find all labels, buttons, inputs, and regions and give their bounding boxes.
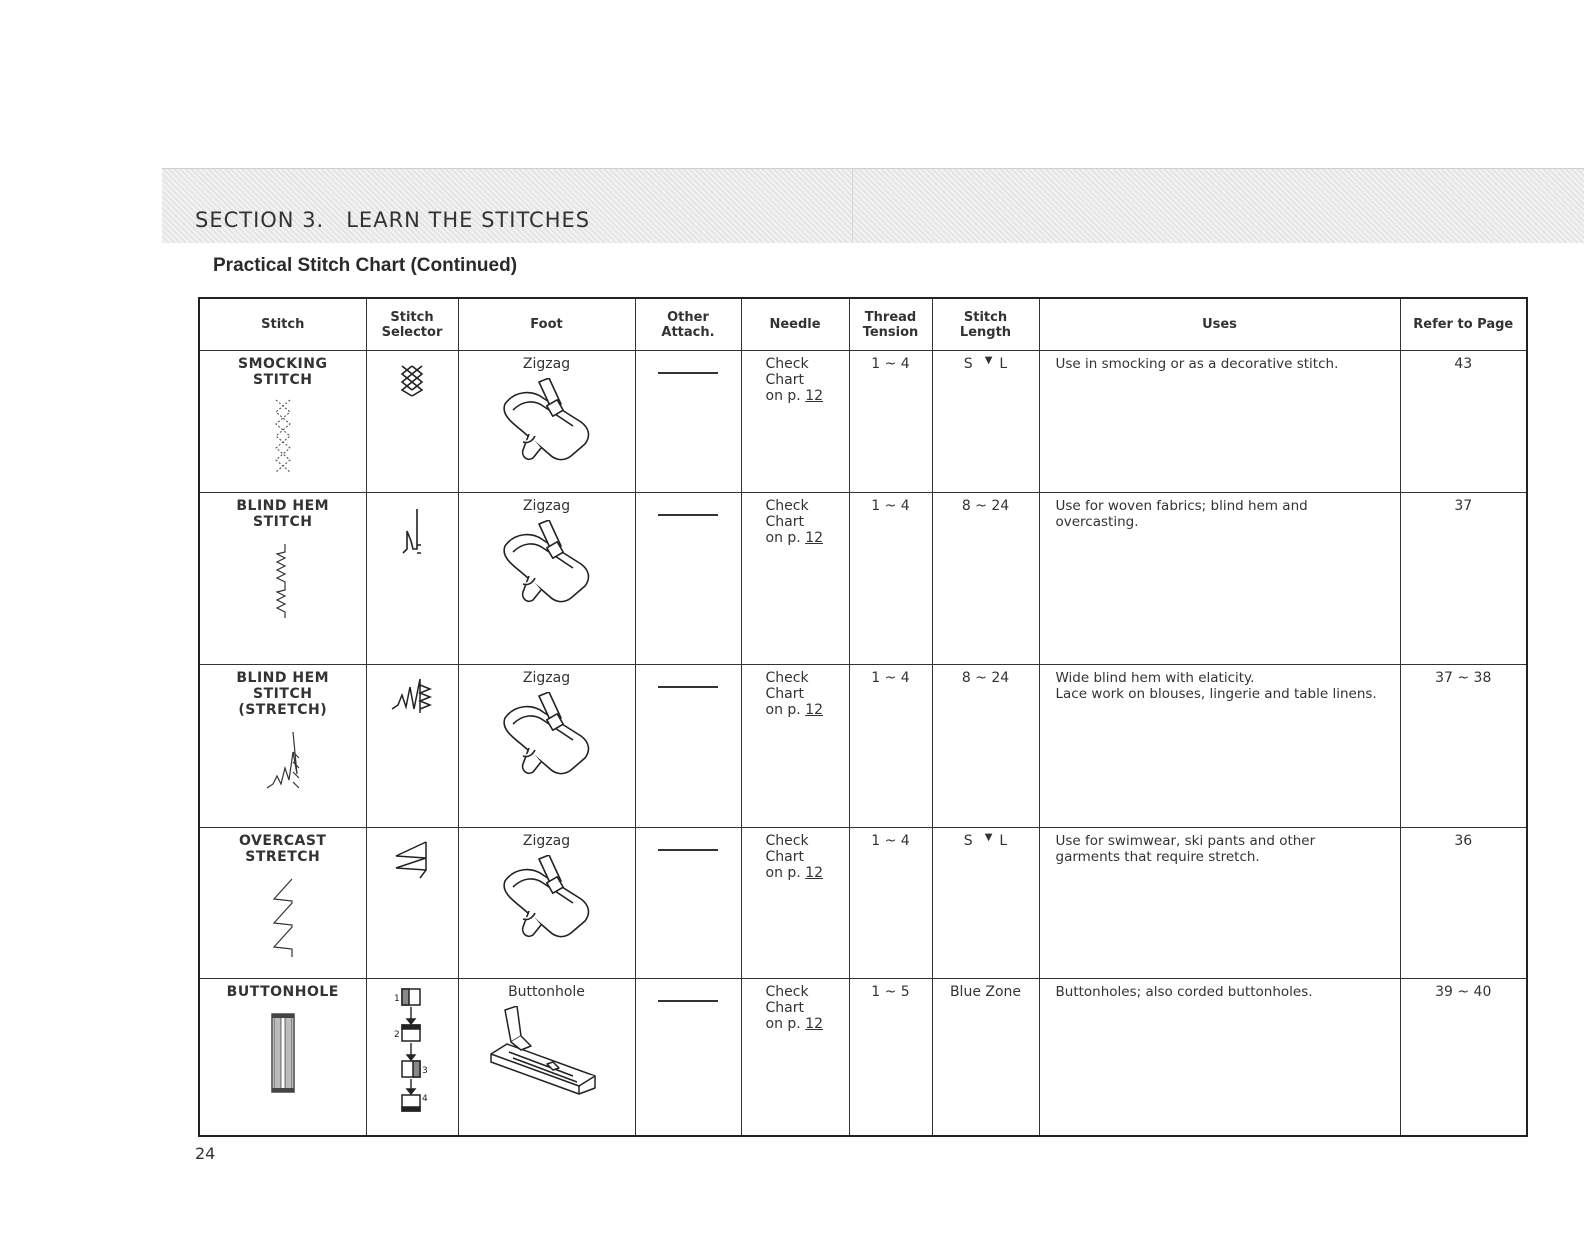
- table-row: [199, 665, 1527, 828]
- tension-value: 1 ~ 4: [871, 356, 910, 372]
- stitch-cell: [199, 828, 366, 979]
- needle-info: Check Chart on p. 12: [765, 670, 824, 718]
- needle-cell: [741, 493, 849, 665]
- tension-cell: [849, 828, 932, 979]
- blind-hem-sample-icon: [271, 540, 295, 620]
- selector-cell: [366, 828, 458, 979]
- length-marker-icon: ▼: [984, 355, 993, 366]
- uses-cell: [1039, 351, 1400, 493]
- none-dash: [658, 372, 718, 374]
- stitch-cell: [199, 493, 366, 665]
- length-value: 8 ~ 24: [961, 670, 1010, 686]
- col-header-foot: Foot: [458, 298, 635, 351]
- uses-cell: [1039, 979, 1400, 1136]
- step-2-label: 2: [394, 1030, 400, 1040]
- col-header-refer: Refer to Page: [1400, 298, 1527, 351]
- buttonhole-foot-icon: [487, 1006, 607, 1096]
- tension-cell: [849, 351, 932, 493]
- zigzag-foot-icon: [499, 378, 595, 466]
- needle-info: Check Chart on p. 12: [765, 833, 824, 881]
- buttonhole-selector-icon: [390, 987, 434, 1117]
- uses-text: Use for woven fabrics; blind hem and overcasting.: [1055, 498, 1308, 530]
- uses-text: Wide blind hem with elaticity. Lace work on blouses, lingerie and table linens.: [1055, 670, 1377, 702]
- length-cell: [932, 979, 1039, 1136]
- length-marker-icon: ▼: [984, 832, 993, 843]
- needle-info: Check Chart on p. 12: [765, 984, 824, 1032]
- stitch-name: BUTTONHOLE: [226, 984, 339, 1000]
- length-symbol: S ▼ L: [963, 832, 1008, 849]
- blind-hem-selector-icon: [399, 505, 425, 559]
- refer-cell: [1400, 493, 1527, 665]
- section-name: LEARN THE STITCHES: [346, 208, 591, 232]
- foot-label: Zigzag: [522, 833, 571, 849]
- refer-cell: [1400, 828, 1527, 979]
- stitch-name: BLIND HEM STITCH (STRETCH): [236, 670, 330, 718]
- length-symbol: S ▼ L: [963, 355, 1008, 372]
- stitch-name: OVERCAST STRETCH: [239, 833, 327, 865]
- col-header-other: Other Attach.: [635, 298, 741, 351]
- needle-info: Check Chart on p. 12: [765, 356, 824, 404]
- uses-cell: [1039, 828, 1400, 979]
- col-header-uses: Uses: [1039, 298, 1400, 351]
- other-attach-cell: [635, 493, 741, 665]
- selector-cell: [366, 493, 458, 665]
- needle-cell: [741, 665, 849, 828]
- step-1-label: 1: [394, 994, 400, 1004]
- section-number: SECTION 3.: [195, 208, 325, 232]
- refer-cell: [1400, 979, 1527, 1136]
- refer-page: 39 ~ 40: [1435, 984, 1492, 1000]
- foot-label: Zigzag: [522, 356, 571, 372]
- uses-text: Use for swimwear, ski pants and other garments that require stretch.: [1055, 833, 1316, 865]
- foot-label: Zigzag: [522, 670, 571, 686]
- tension-value: 1 ~ 4: [871, 670, 910, 686]
- refer-cell: [1400, 665, 1527, 828]
- foot-cell: [458, 979, 635, 1136]
- other-attach-cell: [635, 979, 741, 1136]
- blind-hem-stretch-sample-icon: [263, 728, 303, 792]
- zigzag-foot-icon: [499, 692, 595, 780]
- foot-label: Zigzag: [522, 498, 571, 514]
- table-row: [199, 979, 1527, 1136]
- zigzag-foot-icon: [499, 855, 595, 943]
- stitch-name: SMOCKING STITCH: [238, 356, 328, 388]
- table-row: [199, 828, 1527, 979]
- stitch-chart-table: [198, 297, 1528, 1137]
- stitch-cell: [199, 665, 366, 828]
- smocking-selector-icon: [397, 363, 427, 397]
- needle-page-link: 12: [805, 388, 824, 404]
- refer-cell: [1400, 351, 1527, 493]
- table-header-row: [199, 298, 1527, 351]
- needle-page-link: 12: [805, 865, 824, 881]
- buttonhole-sample-icon: [268, 1010, 298, 1096]
- table-row: [199, 493, 1527, 665]
- foot-cell: [458, 828, 635, 979]
- none-dash: [658, 849, 718, 851]
- selector-cell: [366, 979, 458, 1136]
- foot-label: Buttonhole: [508, 984, 585, 1000]
- col-header-needle: Needle: [741, 298, 849, 351]
- col-header-selector: Stitch Selector: [366, 298, 458, 351]
- refer-page: 36: [1454, 833, 1473, 849]
- stitch-name: BLIND HEM STITCH: [236, 498, 330, 530]
- stitch-cell: [199, 351, 366, 493]
- length-cell: [932, 828, 1039, 979]
- selector-cell: [366, 665, 458, 828]
- uses-text: Use in smocking or as a decorative stitch.: [1055, 356, 1339, 372]
- length-cell: [932, 665, 1039, 828]
- smocking-sample-icon: [268, 398, 298, 476]
- selector-cell: [366, 351, 458, 493]
- stitch-cell: [199, 979, 366, 1136]
- zigzag-foot-icon: [499, 520, 595, 608]
- other-attach-cell: [635, 828, 741, 979]
- step-3-label: 3: [422, 1066, 428, 1076]
- none-dash: [658, 686, 718, 688]
- length-value: 8 ~ 24: [961, 498, 1010, 514]
- needle-page-link: 12: [805, 1016, 824, 1032]
- foot-cell: [458, 351, 635, 493]
- uses-cell: [1039, 665, 1400, 828]
- foot-cell: [458, 493, 635, 665]
- length-cell: [932, 493, 1039, 665]
- chart-subtitle: Practical Stitch Chart (Continued): [213, 255, 518, 276]
- page-number: 24: [195, 1144, 216, 1163]
- tension-value: 1 ~ 4: [871, 498, 910, 514]
- other-attach-cell: [635, 665, 741, 828]
- tension-value: 1 ~ 4: [871, 833, 910, 849]
- uses-cell: [1039, 493, 1400, 665]
- blind-hem-stretch-selector-icon: [390, 677, 434, 717]
- needle-cell: [741, 979, 849, 1136]
- needle-info: Check Chart on p. 12: [765, 498, 824, 546]
- step-4-label: 4: [422, 1094, 428, 1104]
- tension-cell: [849, 665, 932, 828]
- none-dash: [658, 1000, 718, 1002]
- none-dash: [658, 514, 718, 516]
- tension-value: 1 ~ 5: [871, 984, 910, 1000]
- table-row: [199, 351, 1527, 493]
- other-attach-cell: [635, 351, 741, 493]
- refer-page: 37 ~ 38: [1435, 670, 1492, 686]
- tension-cell: [849, 493, 932, 665]
- needle-page-link: 12: [805, 702, 824, 718]
- length-value: Blue Zone: [949, 984, 1022, 1000]
- needle-page-link: 12: [805, 530, 824, 546]
- needle-cell: [741, 351, 849, 493]
- col-header-stitch: Stitch: [199, 298, 366, 351]
- needle-cell: [741, 828, 849, 979]
- col-header-tension: Thread Tension: [849, 298, 932, 351]
- refer-page: 43: [1454, 356, 1473, 372]
- overcast-stretch-selector-icon: [392, 840, 432, 880]
- uses-text: Buttonholes; also corded buttonholes.: [1055, 984, 1313, 1000]
- foot-cell: [458, 665, 635, 828]
- overcast-stretch-sample-icon: [268, 875, 298, 961]
- col-header-length: Stitch Length: [932, 298, 1039, 351]
- tension-cell: [849, 979, 932, 1136]
- length-cell: [932, 351, 1039, 493]
- refer-page: 37: [1454, 498, 1473, 514]
- section-title: [195, 208, 590, 232]
